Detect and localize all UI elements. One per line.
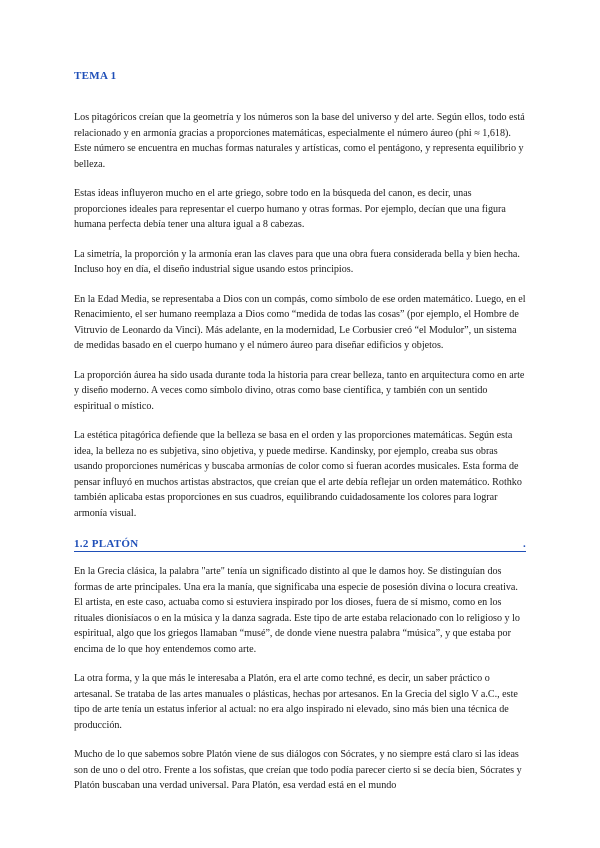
section-title: 1.2 PLATÓN [74, 538, 139, 550]
paragraph: Mucho de lo que sabemos sobre Platón viene de sus diálogos con Sócrates, y no siempre está claro si las ideas son de uno o del otro. Frente a los sofistas, que creían que todo podía parecer cierto si se decía bien, Sócrates y Platón buscaban una verdad universal. Para Platón, esa verdad está en el mundo [74, 749, 522, 791]
section-trailing-dot: . [522, 538, 526, 550]
paragraph: La estética pitagórica defiende que la belleza se basa en el orden y las proporciones matemáticas. Según esta idea, la belleza no es subjetiva, sino objetiva, y puede medirse. Kandinsky, por ejemplo, creaba sus obras usando proporciones numéricas y buscaba armonías de color como si fueran acordes musicales. Esta forma de pensar influyó en muchos artistas abstractos, que creían que el arte debía reflejar un orden matemático. Rothko también aplicaba estas proporciones en sus cuadros, equilibrando cuidadosamente los colores para lograr armonía visual. [74, 430, 522, 519]
paragraph: En la Edad Media, se representaba a Dios con un compás, como símbolo de ese orden matemático. Luego, en el Renacimiento, el ser humano reemplaza a Dios como “medida de todas las cosas” (por ejemplo, el Hombre de Vitruvio de Leonardo da Vinci). Más adelante, en la modernidad, Le Corbusier creó “el Modulor”, un sistema de medidas basado en el cuerpo humano y el número áureo para diseñar edificios y objetos. [74, 293, 526, 351]
paragraph: La proporción áurea ha sido usada durante toda la historia para crear belleza, tanto en arquitectura como en arte y diseño moderno. A veces como símbolo divino, otras como base científica, y también con un sentido espiritual o místico. [74, 369, 525, 412]
paragraph: La otra forma, y la que más le interesaba a Platón, era el arte como techné, es decir, un saber práctico o artesanal. Se trataba de las artes manuales o plásticas, hechas por artesanos. En la Grecia del siglo V a.C., este tipo de arte tenía un estatus inferior al actual: no era algo inspirado ni elevado, sino más bien una técnica de producción. [74, 673, 518, 731]
page-title: TEMA 1 [74, 70, 117, 82]
paragraph: La simetría, la proporción y la armonía eran las claves para que una obra fuera considerada bella y bien hecha. Incluso hoy en día, el diseño industrial sigue usando estos principios. [74, 248, 520, 275]
paragraph: Estas ideas influyeron mucho en el arte griego, sobre todo en la búsqueda del canon, es decir, unas proporciones ideales para representar el cuerpo humano y otras formas. Por ejemplo, decían que una figura humana perfecta debía tener una altura igual a 8 cabezas. [74, 188, 506, 230]
section-heading [74, 535, 526, 552]
paragraph: En la Grecia clásica, la palabra "arte" tenía un significado distinto al que le damos hoy. Se distinguían dos formas de arte principales. Una era la manía, que significaba una especie de posesión divina o locura creativa. El artista, en este caso, actuaba como si estuviera inspirado por los dioses, fuera de sí mismo, como en los rituales dionisíacos o en la música y la danza sagrada. Este tipo de arte estaba relacionado con lo religioso y lo espiritual, algo que los griegos llamaban “musé”, de donde viene nuestra palabra “música”, y que estaba por encima de lo que hoy entendemos como arte. [74, 566, 520, 655]
paragraph: Los pitagóricos creían que la geometría y los números son la base del universo y del arte. Según ellos, todo está relacionado y en armonía gracias a proporciones matemáticas, especialmente el número áureo (phi ≈ 1,618). Este número se encuentra en muchas formas naturales y artísticas, como el pentágono, y representa equilibrio y belleza. [74, 112, 525, 170]
